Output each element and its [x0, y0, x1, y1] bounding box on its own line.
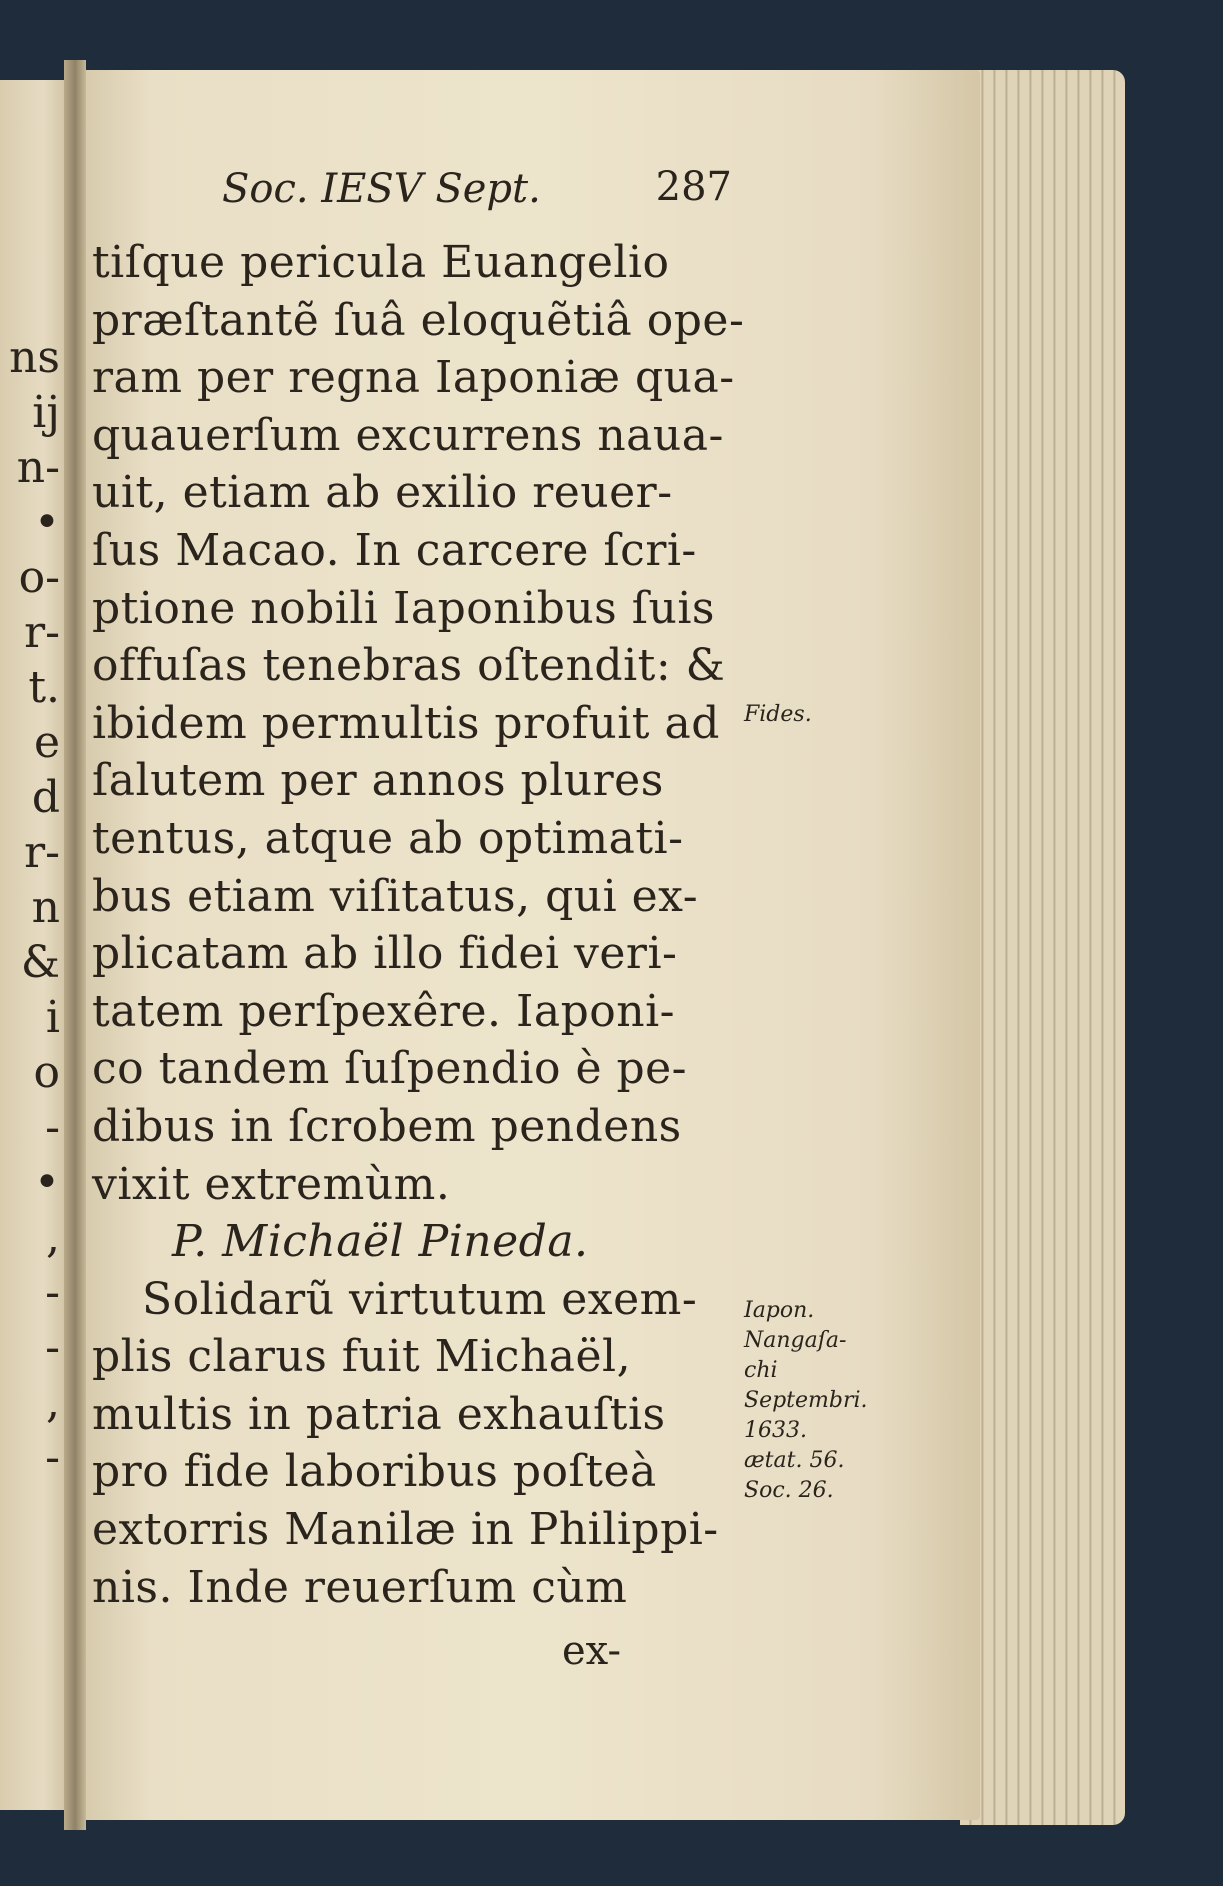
- text-line: tatem perſpexêre. Iaponi-: [92, 985, 676, 1037]
- section-heading: P. Michaël Pineda.: [172, 1216, 589, 1268]
- text-line: bus etiam viſitatus, qui ex-: [92, 870, 699, 922]
- text-line: Solidarũ virtutum exem-: [142, 1273, 698, 1325]
- text-line: præſtantẽ ſuâ eloquẽtiâ ope-: [92, 294, 745, 346]
- margin-note-line: Septembri.: [744, 1388, 868, 1413]
- margin-note-line: Soc. 26.: [744, 1478, 834, 1503]
- running-head-title: Soc. IESV Sept.: [222, 166, 541, 212]
- margin-note-line: ætat. 56.: [744, 1448, 845, 1473]
- text-line: uit, etiam ab exilio reuer-: [92, 467, 673, 519]
- text-line: nis. Inde reuerſum cùm: [92, 1561, 628, 1613]
- text-line: quauerſum excurrens naua-: [92, 409, 724, 461]
- text-line: dibus in ſcrobem pendens: [92, 1100, 682, 1152]
- page-fore-edge: [960, 70, 1125, 1825]
- text-line: pro fide laboribus poſteà: [92, 1446, 657, 1498]
- text-line: multis in patria exhauſtis: [92, 1388, 666, 1440]
- left-page: [0, 80, 72, 1810]
- text-line: tentus, atque ab optimati-: [92, 812, 684, 864]
- margin-note-line: Iapon.: [744, 1298, 815, 1323]
- text-line: ibidem permultis profuit ad: [92, 697, 720, 749]
- text-line: plicatam ab illo fidei veri-: [92, 928, 678, 980]
- text-line: vixit extremùm.: [92, 1158, 451, 1210]
- left-page-edge-text: ns ij n- • o- r- t. e d r- n & i o - • , - - , -: [9, 332, 60, 1483]
- page-text-block: [92, 150, 745, 1675]
- text-line: tiſque pericula Euangelio: [92, 237, 670, 288]
- text-line: extorris Manilæ in Philippi-: [92, 1504, 719, 1556]
- margin-note-line: chi: [744, 1358, 778, 1383]
- text-line: ptione nobili Iaponibus ſuis: [92, 582, 715, 634]
- book-gutter: [64, 60, 86, 1830]
- text-line: ſalutem per annos plures: [92, 755, 664, 807]
- text-line: offuſas tenebras oſtendit: &: [92, 640, 726, 692]
- text-line: ram per regna Iaponiæ qua-: [92, 352, 735, 404]
- text-line: plis clarus fuit Michaël,: [92, 1331, 632, 1383]
- catchword: ex-: [562, 1628, 622, 1675]
- text-line: co tandem ſuſpendio è pe-: [92, 1043, 688, 1095]
- margin-note-line: Nangaſa-: [744, 1328, 847, 1353]
- text-line: ſus Macao. In carcere ſcri-: [92, 524, 697, 576]
- margin-note-fides: Fides.: [744, 702, 812, 727]
- margin-note-iapon: [744, 1296, 868, 1506]
- running-head: [92, 150, 732, 234]
- margin-note-line: 1633.: [744, 1418, 807, 1443]
- page-number: 287: [655, 164, 732, 210]
